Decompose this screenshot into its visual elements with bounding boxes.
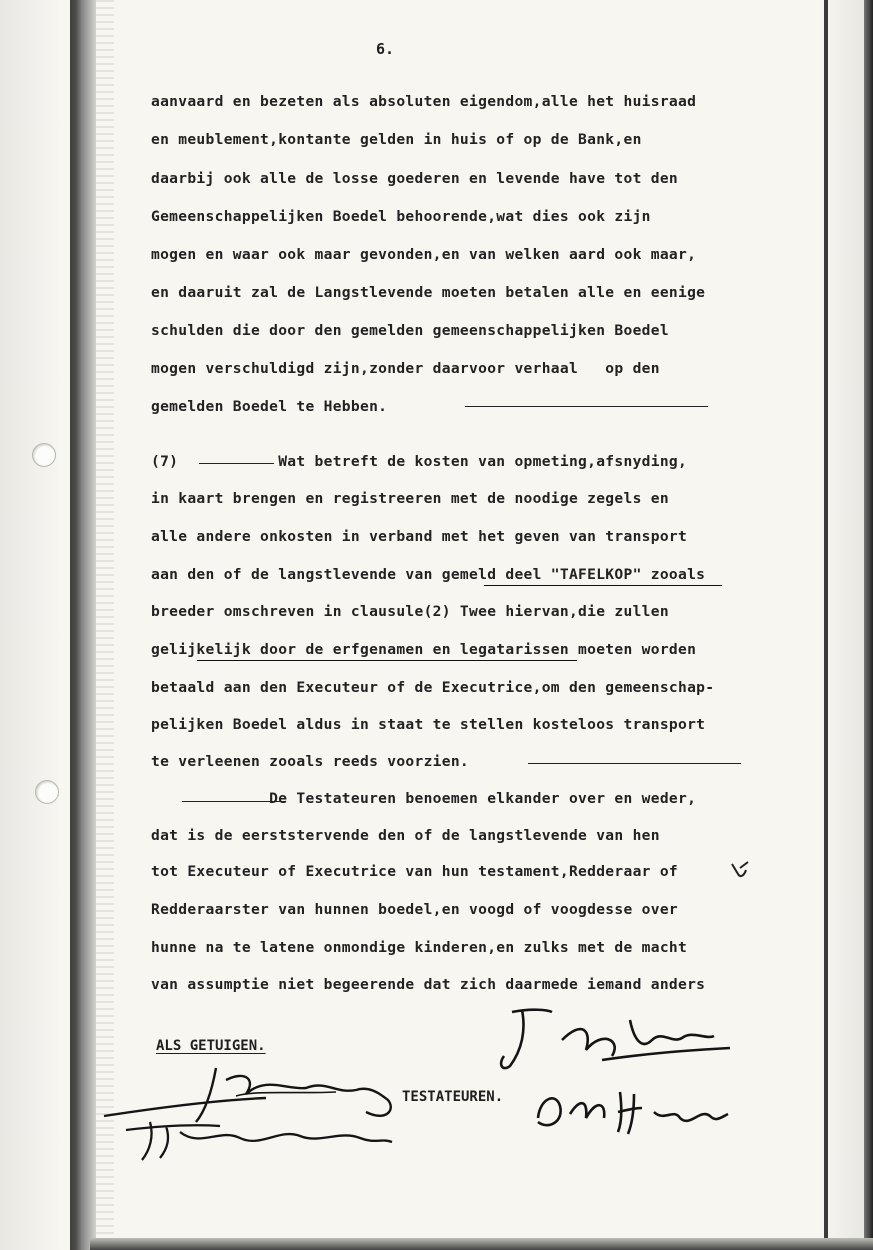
executor-line: tot Executeur of Executrice van hun testament,Redderaar of bbox=[151, 863, 678, 880]
clause-line: te verleenen zooals reeds voorzien. bbox=[151, 753, 470, 770]
pen-underline bbox=[197, 660, 577, 661]
executor-line: dat is de eerststervende den of de langstlevende van hen bbox=[151, 827, 660, 844]
executor-line: hunne na te latene onmondige kinderen,en zulks met de macht bbox=[151, 939, 688, 956]
clause-line: in kaart brengen en registreeren met de noodige zegels en bbox=[151, 490, 669, 507]
body-line: mogen en waar ook maar gevonden,en van welken aard ook maar, bbox=[151, 246, 697, 263]
testators-label: TESTATEUREN. bbox=[402, 1089, 504, 1105]
scan-right-border bbox=[864, 0, 873, 1250]
clause-line: breeder omschreven in clausule(2) Twee hiervan,die zullen bbox=[151, 603, 669, 620]
testator-signature-1 bbox=[492, 1000, 742, 1080]
pen-underline bbox=[484, 585, 722, 586]
scan-right-edge bbox=[824, 0, 828, 1250]
clause-line: aan den of de langstlevende van gemeld deel "TAFELKOP" zooals bbox=[151, 566, 706, 583]
witnesses-label: ALS GETUIGEN. bbox=[156, 1038, 266, 1054]
clause-line: (7) Wat betreft de kosten van opmeting,afsnyding, bbox=[151, 453, 688, 470]
body-line: Gemeenschappelijken Boedel behoorende,wat dies ook zijn bbox=[151, 208, 651, 225]
body-line: mogen verschuldigd zijn,zonder daarvoor verhaal op den bbox=[151, 360, 660, 377]
body-line: gemelden Boedel te Hebben. bbox=[151, 398, 388, 415]
clause-line: alle andere onkosten in verband met het geven van transport bbox=[151, 528, 688, 545]
body-line: schulden die door den gemelden gemeenschappelijken Boedel bbox=[151, 322, 669, 339]
executor-line: Redderaarster van hunnen boedel,en voogd of voogdesse over bbox=[151, 901, 678, 918]
punch-hole-lower bbox=[35, 780, 59, 804]
page-number: 6. bbox=[376, 40, 395, 58]
executor-line: De Testateuren benoemen elkander over en weder, bbox=[151, 790, 697, 807]
fill-rule bbox=[528, 763, 741, 764]
body-line: en meublement,kontante gelden in huis of op de Bank,en bbox=[151, 131, 642, 148]
testator-signature-2 bbox=[530, 1078, 740, 1138]
clause-line: betaald aan den Executeur of de Executrice,om den gemeenschap- bbox=[151, 679, 715, 696]
fill-rule bbox=[465, 406, 708, 407]
body-line: aanvaard en bezeten als absoluten eigendom,alle het huisraad bbox=[151, 93, 697, 110]
clause-line: gelijkelijk door de erfgenamen en legatarissen moeten worden bbox=[151, 641, 697, 658]
clause-line: pelijken Boedel aldus in staat te stellen kosteloos transport bbox=[151, 716, 706, 733]
punch-hole-upper bbox=[32, 443, 56, 467]
fill-rule bbox=[199, 463, 274, 464]
body-line: daarbij ook alle de losse goederen en levende have tot den bbox=[151, 170, 678, 187]
initial-mark bbox=[728, 858, 758, 884]
scan-bottom-edge bbox=[90, 1238, 873, 1250]
scan-left-shadow bbox=[70, 0, 96, 1250]
witness-signature-2 bbox=[120, 1108, 410, 1168]
executor-line: van assumptie niet begeerende dat zich daarmede iemand anders bbox=[151, 976, 706, 993]
body-line: en daaruit zal de Langstlevende moeten betalen alle en eenige bbox=[151, 284, 706, 301]
